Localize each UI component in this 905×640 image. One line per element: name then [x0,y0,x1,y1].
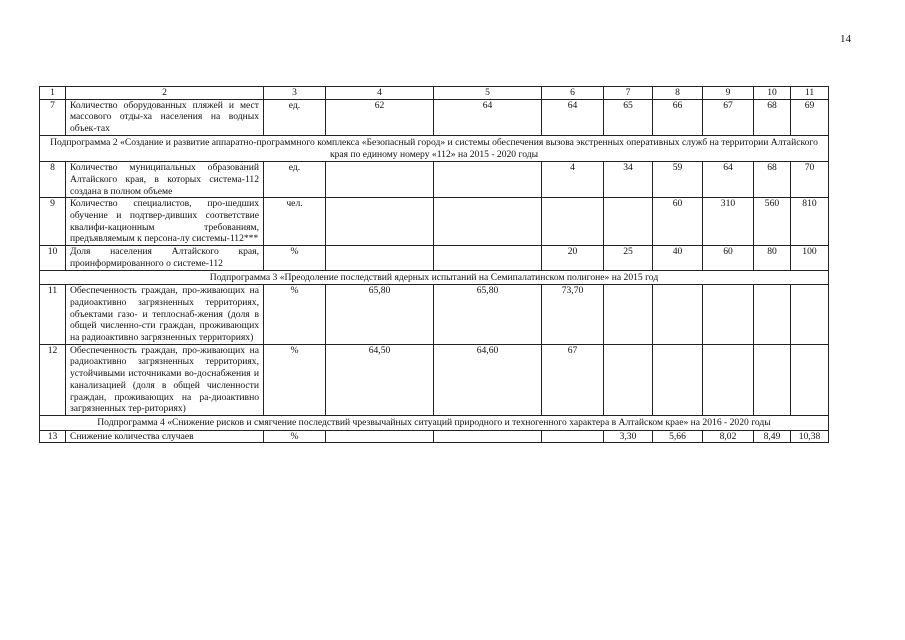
value-cell: 67 [703,99,754,135]
indicator-name: Обеспеченность граждан, про-живающих на радиоактивно загрязненных территориях, устойчивыми источниками во-доснабжения и канализацией (доля в общей численности граждан, проживающих на ра-диоактивно загрязненных тер-риториях) [66,344,264,415]
value-cell: 80 [754,246,791,270]
value-cell: 64,60 [434,344,542,415]
subprogram-row [40,270,829,285]
value-cell: 60 [703,246,754,270]
indicator-name: Снижение количества случаев [66,430,264,443]
table-row [40,430,829,443]
column-header: 3 [264,87,326,100]
value-cell: 69 [791,99,829,135]
value-cell: 64 [434,99,542,135]
subprogram-title: Подпрограмма 3 «Преодоление последствий ядерных испытаний на Семипалатинском полигоне» на 2015 год [40,270,829,285]
value-cell: 65 [604,99,653,135]
row-number: 7 [40,99,66,135]
header-row [40,87,829,100]
subprogram-row [40,415,829,430]
value-cell [791,285,829,345]
value-cell [604,198,653,246]
value-cell: 25 [604,246,653,270]
subprogram-title: Подпрограмма 4 «Снижение рисков и смягчение последствий чрезвычайных ситуаций природного и техногенного характера в Алтайском крае» на 2016 - 2020 годы [40,415,829,430]
column-header: 11 [791,87,829,100]
value-cell [542,430,604,443]
indicator-name: Обеспеченность граждан, про-живающих на радиоактивно загрязненных территориях, объектами газо- и теплоснаб-жения (доля в общей численно-сти граждан, проживающих на радиоактивно загрязненных территориях) [66,285,264,345]
value-cell [434,430,542,443]
value-cell: 100 [791,246,829,270]
value-cell [604,344,653,415]
value-cell: 20 [542,246,604,270]
value-cell [326,430,434,443]
table-row [40,162,829,198]
value-cell [326,246,434,270]
value-cell [434,162,542,198]
row-number: 9 [40,198,66,246]
column-header: 9 [703,87,754,100]
value-cell: 65,80 [326,285,434,345]
unit-cell: ед. [264,99,326,135]
value-cell: 64 [542,99,604,135]
value-cell: 62 [326,99,434,135]
value-cell: 8,02 [703,430,754,443]
value-cell: 73,70 [542,285,604,345]
value-cell [434,246,542,270]
value-cell: 60 [653,198,703,246]
unit-cell: % [264,344,326,415]
row-number: 8 [40,162,66,198]
value-cell [434,198,542,246]
value-cell: 68 [754,99,791,135]
value-cell: 560 [754,198,791,246]
value-cell: 8,49 [754,430,791,443]
indicator-name: Количество специалистов, про-шедших обучение и подтвер-дивших соответствие квалифи-кационным требованиям, предъявляемым к персона-лу системы-112*** [66,198,264,246]
value-cell [653,344,703,415]
column-header: 6 [542,87,604,100]
value-cell [703,285,754,345]
column-header: 8 [653,87,703,100]
column-header: 4 [326,87,434,100]
value-cell: 40 [653,246,703,270]
value-cell [754,285,791,345]
unit-cell: % [264,285,326,345]
table-row [40,99,829,135]
page-number: 14 [840,33,851,45]
unit-cell: % [264,430,326,443]
unit-cell: чел. [264,198,326,246]
indicator-name: Количество муниципальных образований Алтайского края, в которых система-112 создана в полном объеме [66,162,264,198]
unit-cell: ед. [264,162,326,198]
row-number: 12 [40,344,66,415]
column-header: 2 [66,87,264,100]
column-header: 1 [40,87,66,100]
value-cell [604,285,653,345]
value-cell: 64,50 [326,344,434,415]
column-header: 10 [754,87,791,100]
table-row [40,344,829,415]
unit-cell: % [264,246,326,270]
indicator-name: Доля населения Алтайского края, проинформированного о системе-112 [66,246,264,270]
value-cell: 68 [754,162,791,198]
value-cell: 810 [791,198,829,246]
value-cell: 66 [653,99,703,135]
value-cell [326,198,434,246]
value-cell: 10,38 [791,430,829,443]
column-header: 5 [434,87,542,100]
value-cell: 70 [791,162,829,198]
row-number: 11 [40,285,66,345]
row-number: 13 [40,430,66,443]
value-cell [653,285,703,345]
table-row [40,285,829,345]
value-cell [542,198,604,246]
indicator-name: Количество оборудованных пляжей и мест массового отды-ха населения на водных объек-тах [66,99,264,135]
subprogram-row [40,135,829,161]
value-cell: 5,66 [653,430,703,443]
indicators-table [39,86,829,443]
value-cell [754,344,791,415]
table-row [40,198,829,246]
column-header: 7 [604,87,653,100]
row-number: 10 [40,246,66,270]
value-cell [703,344,754,415]
value-cell: 64 [703,162,754,198]
value-cell: 34 [604,162,653,198]
value-cell [791,344,829,415]
value-cell: 59 [653,162,703,198]
table-row [40,246,829,270]
value-cell: 3,30 [604,430,653,443]
subprogram-title: Подпрограмма 2 «Создание и развитие аппаратно-программного комплекса «Безопасный город» и системы обеспечения вызова экстренных оперативных служб на территории Алтайского края по единому номеру «112» на 2015 - 2020 годы [40,135,829,161]
value-cell: 65,80 [434,285,542,345]
value-cell [326,162,434,198]
value-cell: 4 [542,162,604,198]
value-cell: 310 [703,198,754,246]
value-cell: 67 [542,344,604,415]
